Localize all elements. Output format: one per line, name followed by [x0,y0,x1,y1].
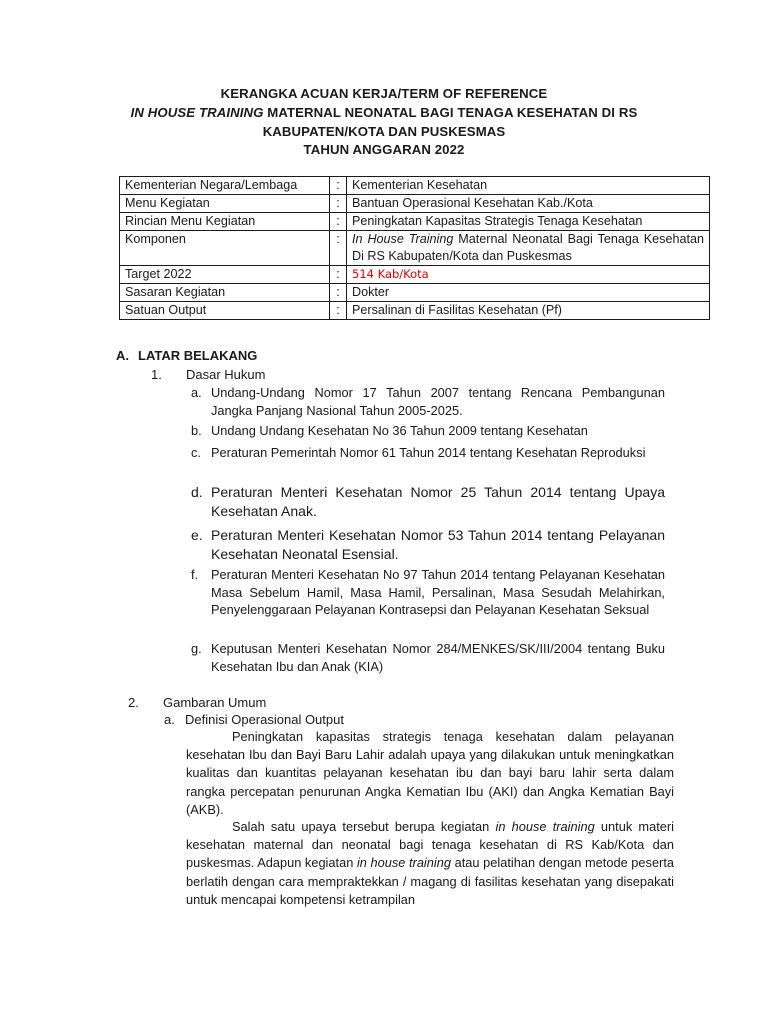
row-value: Peningkatan Kapasitas Strategis Tenaga Kesehatan [347,213,710,231]
row-label: Rincian Menu Kegiatan [120,213,330,231]
row-label: Sasaran Kegiatan [120,284,330,302]
section-heading [116,348,257,363]
paragraph-text: Salah satu upaya tersebut berupa kegiatan [232,819,496,834]
row-separator: : [330,195,347,213]
row-value [347,231,710,266]
row-value: Dokter [347,284,710,302]
item-letter: e. [191,527,203,543]
paragraph [186,728,674,819]
subtitle-italic: IN HOUSE TRAINING [130,105,264,120]
row-value: Persalinan di Fasilitas Kesehatan (Pf) [347,302,710,320]
row-value: Bantuan Operasional Kesehatan Kab./Kota [347,195,710,213]
list-item [191,640,665,675]
item-text: Peraturan Menteri Kesehatan Nomor 53 Tahun 2014 tentang Pelayanan Kesehatan Neonatal Esensial. [211,527,665,562]
item-text: Undang-Undang Nomor 17 Tahun 2007 tentang Rencana Pembangunan Jangka Panjang Nasional Tahun 2005-2025. [211,385,665,418]
list-item [191,566,665,619]
row-value: Kementerian Kesehatan [347,177,710,195]
document-subtitle-2: KABUPATEN/KOTA DAN PUSKESMAS [262,124,506,139]
paragraph-text: untuk materi kesehatan maternal dan neonatal bagi tenaga kesehatan di RS Kab/Kota dan puskesmas. Adapun kegiatan [186,819,674,871]
document-title: KERANGKA ACUAN KERJA/TERM OF REFERENCE [220,86,548,101]
sub-letter: a. [164,712,175,727]
item-letter: d. [191,484,203,500]
paragraph-italic: in house training [356,855,451,871]
item-text: Undang Undang Kesehatan No 36 Tahun 2009 tentang Kesehatan [211,423,588,438]
table-row [120,231,710,266]
list-item [191,444,665,462]
table-row [120,213,710,231]
row-label: Komponen [120,231,330,266]
paragraph-text: atau pelatihan dengan metode peserta berlatih dengan cara mempraktekkan / magang di fasilitas kesehatan yang disepakati untuk mencapai kompetensi ketrampilan [186,855,674,907]
item-letter: c. [191,445,201,460]
item-text: Peraturan Pemerintah Nomor 61 Tahun 2014 tentang Kesehatan Reproduksi [211,445,646,460]
list-item [191,526,665,564]
row-separator: : [330,231,347,266]
point-number: 2. [128,695,139,710]
row-label: Target 2022 [120,266,330,284]
item-letter: b. [191,423,202,438]
subtitle-rest: MATERNAL NEONATAL BAGI TENAGA KESEHATAN DI RS [263,105,638,120]
table-row [120,177,710,195]
row-separator: : [330,177,347,195]
target-value: 514 Kab/Kota [352,267,429,281]
section-title: LATAR BELAKANG [138,348,258,363]
row-separator: : [330,284,347,302]
row-value [347,266,710,284]
info-table [119,176,710,320]
row-label: Menu Kegiatan [120,195,330,213]
item-letter: a. [191,385,202,400]
row-label: Kementerian Negara/Lembaga [120,177,330,195]
row-separator: : [330,266,347,284]
list-item [191,483,665,521]
document-subtitle [0,103,768,122]
sub-title: Definisi Operasional Output [185,712,344,727]
row-label: Satuan Output [120,302,330,320]
item-text: Keputusan Menteri Kesehatan Nomor 284/MENKES/SK/III/2004 tentang Buku Kesehatan Ibu dan Anak (KIA) [211,641,665,674]
table-row [120,302,710,320]
value-rest: Maternal Neonatal Bagi Tenaga Kesehatan Di RS Kabupaten/Kota dan Puskesmas [352,232,704,263]
point-number: 1. [151,367,162,382]
section-letter: A. [116,348,129,363]
item-text: Peraturan Menteri Kesehatan Nomor 25 Tahun 2014 tentang Upaya Kesehatan Anak. [211,484,665,519]
point-title: Gambaran Umum [163,695,267,710]
value-italic: In House Training [352,232,454,246]
row-separator: : [330,213,347,231]
item-text: Peraturan Menteri Kesehatan No 97 Tahun 2014 tentang Pelayanan Kesehatan Masa Sebelum Hamil, Masa Hamil, Persalinan, Masa Sesudah Melahirkan, Penyelenggaraan Pelayanan Kontrasepsi dan Pelayanan Kesehatan Seksual [211,567,665,617]
point-title: Dasar Hukum [186,367,266,382]
table-row [120,195,710,213]
paragraph [186,818,674,909]
row-separator: : [330,302,347,320]
paragraph-text: Peningkatan kapasitas strategis tenaga kesehatan dalam pelayanan kesehatan Ibu dan Bayi Baru Lahir adalah upaya yang dilakukan untuk meningkatkan kualitas dan kuantitas pelayanan kesehatan ibu dan bayi baru lahir serta dalam rangka percepatan penurunan Angka Kematian Ibu (AKI) dan Angka Kematian Bayi (AKB). [186,729,674,817]
document-year: TAHUN ANGGARAN 2022 [303,142,465,157]
item-letter: f. [191,567,199,582]
list-item [191,422,665,440]
paragraph-italic: in house training [495,819,595,834]
item-letter: g. [191,641,202,656]
table-row [120,266,710,284]
list-item [191,384,665,419]
table-row [120,284,710,302]
